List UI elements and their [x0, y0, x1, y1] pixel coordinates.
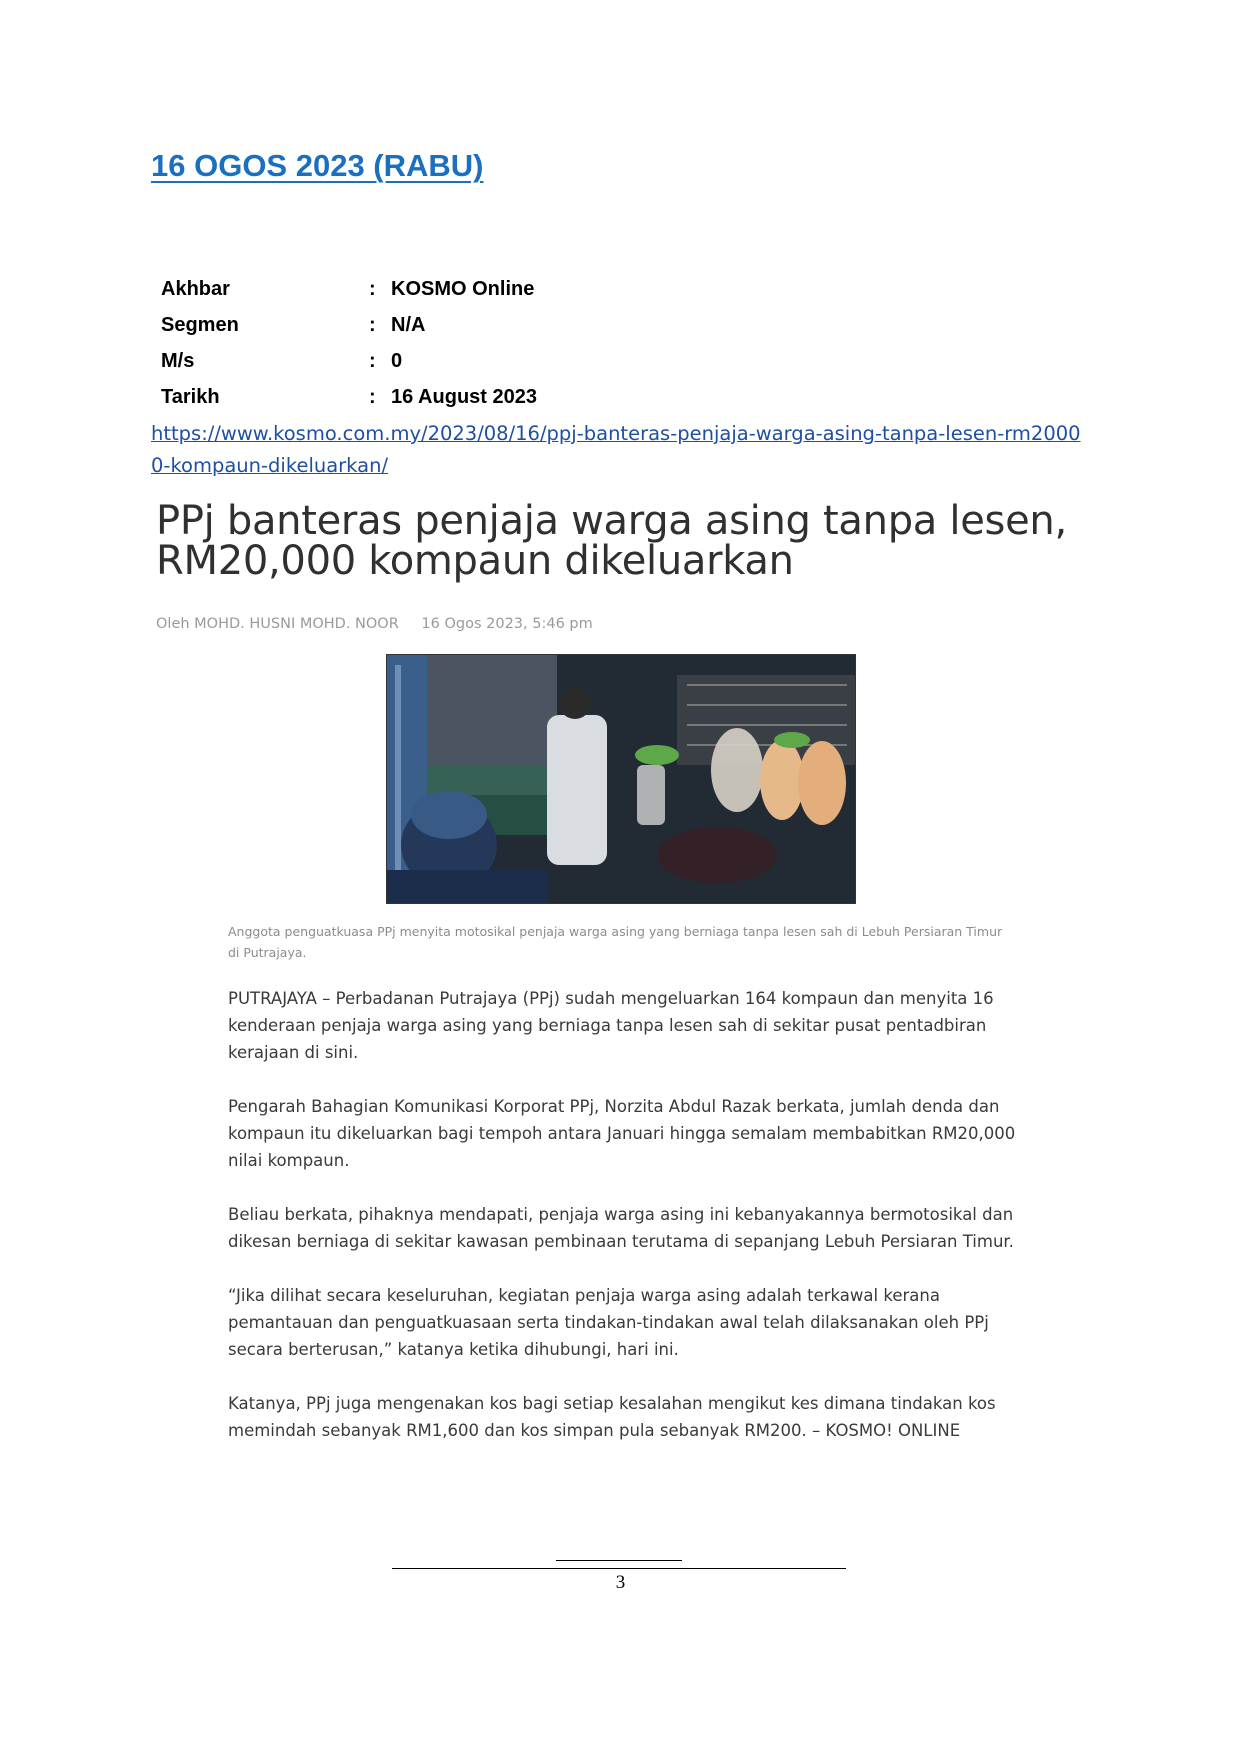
meta-separator: : [369, 385, 376, 408]
byline-date: 16 Ogos 2023, 5:46 pm [421, 616, 593, 632]
meta-value: 16 August 2023 [391, 385, 537, 408]
paragraph: Beliau berkata, pihaknya mendapati, penjaja warga asing ini kebanyakannya bermotosikal dan dikesan berniaga di sekitar kawasan pembinaan terutama di sepanjang Lebuh Persiaran Timur. [228, 1205, 1014, 1251]
article-headline: PPj banteras penjaja warga asing tanpa lesen, RM20,000 kompaun dikeluarkan [156, 498, 1067, 584]
source-link[interactable]: https://www.kosmo.com.my/2023/08/16/ppj-banteras-penjaja-warga-asing-tanpa-lesen-rm20000-kompaun-dikeluarkan/ [151, 422, 1081, 477]
article-byline [156, 616, 593, 632]
meta-label: M/s [161, 349, 195, 372]
meta-separator: : [369, 313, 376, 336]
date-heading: 16 OGOS 2023 (RABU) [151, 148, 484, 183]
meta-value: N/A [391, 313, 426, 336]
meta-row-segmen [161, 307, 537, 343]
page-number: 3 [615, 1572, 626, 1593]
byline-author: Oleh MOHD. HUSNI MOHD. NOOR [156, 616, 399, 632]
meta-value: 0 [391, 349, 403, 372]
meta-row-tarikh [161, 379, 537, 415]
paragraph: Katanya, PPj juga mengenakan kos bagi setiap kesalahan mengikut kes dimana tindakan kos memindah sebanyak RM1,600 dan kos simpan pula sebanyak RM200. – KOSMO! ONLINE [228, 1394, 996, 1440]
article-metadata [161, 271, 537, 415]
paragraph: “Jika dilihat secara keseluruhan, kegiatan penjaja warga asing adalah terkawal kerana pemantauan dan penguatkuasaan serta tindakan-tindakan awal telah dilaksanakan oleh PPj secara berterusan,” katanya ketika dihubungi, hari ini. [228, 1286, 989, 1359]
photo-illustration [387, 655, 855, 903]
footer-divider-long [392, 1568, 846, 1569]
meta-row-ms [161, 343, 537, 379]
photo-caption: Anggota penguatkuasa PPj menyita motosikal penjaja warga asing yang berniaga tanpa lesen sah di Lebuh Persiaran Timur di Putrajaya. [228, 924, 1003, 960]
meta-separator: : [369, 349, 376, 372]
article-photo [386, 654, 856, 904]
meta-label: Segmen [161, 313, 239, 336]
meta-label: Tarikh [161, 385, 220, 408]
paragraph: Pengarah Bahagian Komunikasi Korporat PPj, Norzita Abdul Razak berkata, jumlah denda dan kompaun itu dikeluarkan bagi tempoh antara Januari hingga semalam membabitkan RM20,000 nilai kompaun. [228, 1097, 1016, 1170]
footer-divider-short [556, 1560, 682, 1561]
meta-value: KOSMO Online [391, 277, 535, 300]
meta-row-akhbar [161, 271, 537, 307]
article-body [228, 985, 1018, 1471]
meta-label: Akhbar [161, 277, 230, 300]
paragraph: PUTRAJAYA – Perbadanan Putrajaya (PPj) sudah mengeluarkan 164 kompaun dan menyita 16 kenderaan penjaja warga asing yang berniaga tanpa lesen sah di sekitar pusat pentadbiran kerajaan di sini. [228, 989, 994, 1062]
meta-separator: : [369, 277, 376, 300]
